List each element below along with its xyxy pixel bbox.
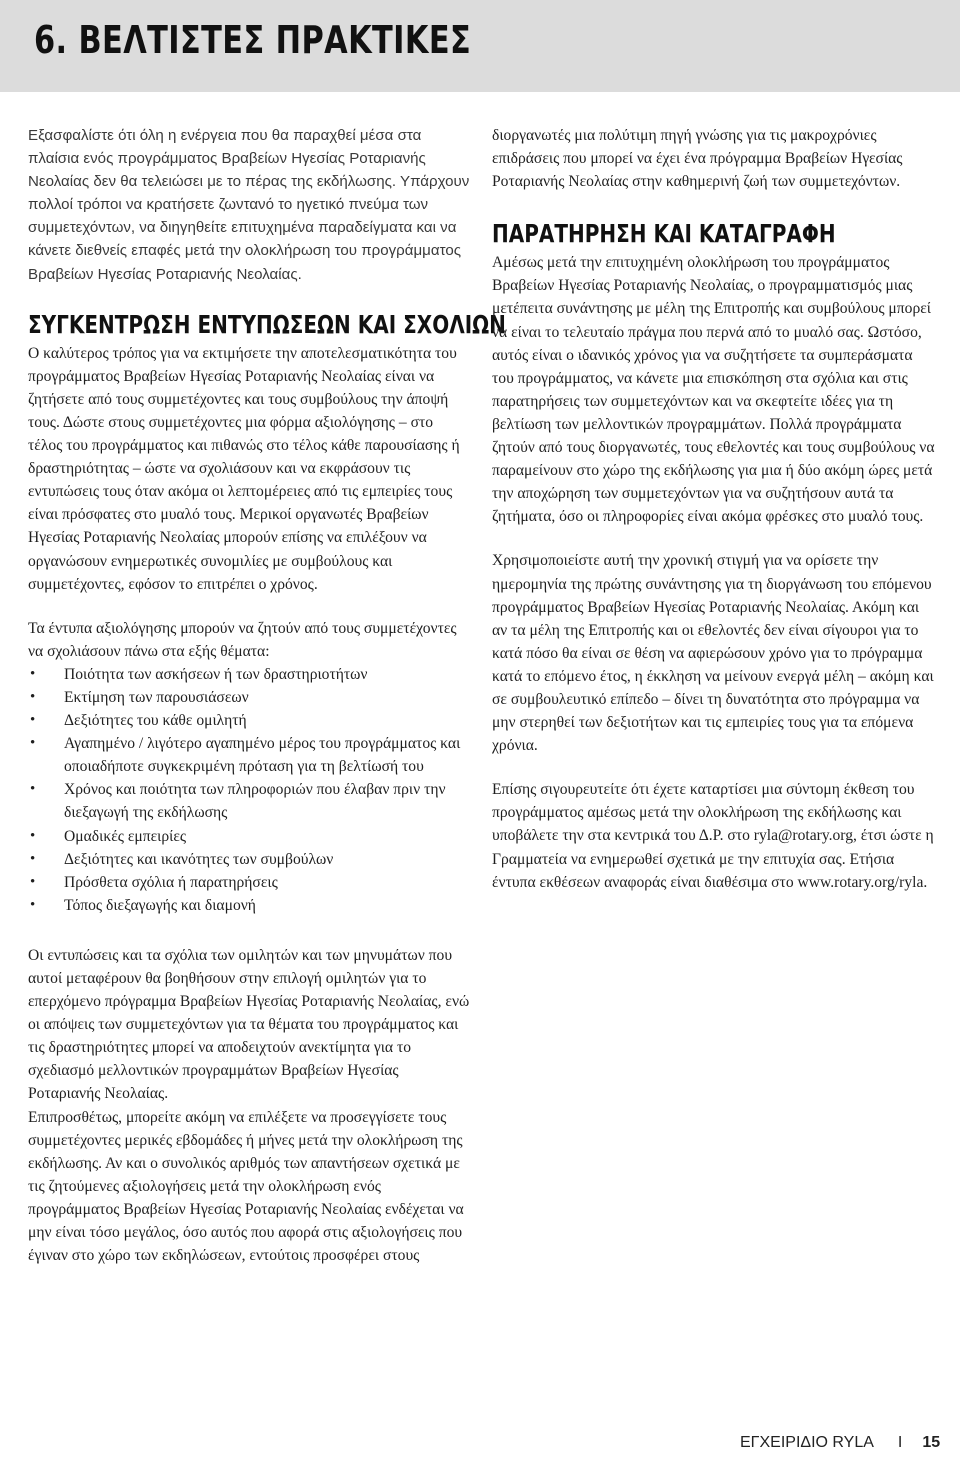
list-item: • Δεξιότητες του κάθε ομιλητή [28, 709, 470, 732]
title-bar [0, 0, 960, 92]
list-item: • Δεξιότητες και ικανότητες των συμβούλων [28, 848, 470, 871]
page-footer [740, 1434, 940, 1452]
next-meeting-paragraph: Χρησιμοποιείστε αυτή την χρονική στιγμή για να ορίσετε την ημερομηνία της πρώτης συνάντησης για τη διοργάνωση του επόμενου προγράμματος Βραβείων Ηγεσίας Ροταριανής Νεολαίας. Ακόμη και αν τα μέλη της Επιτροπής και οι εθελοντές δεν είναι σίγουροι για το κατά πόσο θα είναι σε θέση να αφιερώσουν χρόνο για το πρόγραμμα κατά το επόμενο έτος, η έκκληση να μείνουν ενεργά μέλη – ακόμη και σε συμβουλευτικό επίπεδο – δίνει τη δυνατότητα στο πρόγραμμα να μην στερηθεί των δεξιοτήτων και τις εμπειρίες τους για τα επόμενα χρόνια. [492, 552, 934, 755]
evaluation-intro-paragraph: Τα έντυπα αξιολόγησης μπορούν να ζητούν από τους συμμετέχοντες να σχολιάσουν πάνω στα εξής θέματα: [28, 619, 457, 660]
followup-paragraph: Επιπροσθέτως, μπορείτε ακόμη να επιλέξετε να προσεγγίσετε τους συμμετέχοντες μερικές εβδομάδες ή μήνες μετά την ολοκλήρωση της εκδήλωσης. Αν και ο συνολικός αριθμός των απαντήσεων σχετικά με τις ζητούμενες αξιολογήσεις μετά την ολοκλήρωση ενός προγράμματος Βραβείων Ηγεσίας Ροταριανής Νεολαίας ενδέχεται να μην είναι τόσο μεγάλος, όσο αυτός που αφορά στις αξιολογήσεις που έγιναν στο χώρο των εκδηλώσεων, εντούτοις προσφέρει στους [28, 1108, 464, 1265]
observation-paragraph: Αμέσως μετά την επιτυχημένη ολοκλήρωση του προγράμματος Βραβείων Ηγεσίας Ροταριανής Νεολαίας, ο προγραμματισμός μιας μετέπειτα συνάντησης με μέλη της Επιτροπής και συμβούλους μπορεί να είναι το τελευταίο πράγμα που περνά από το μυαλό σας. Ωστόσο, αυτός είναι ο ιδανικός χρόνος για να συζητήσετε τα συμπεράσματα του προγράμματος, να κάνετε μια επισκόπηση στα σχόλια και στις παρατηρήσεις των συμμετεχόντων και να σκεφτείτε ιδέες για τη βελτίωση των μελλοντικών προγραμμάτων. Πολλά προγράμματα ζητούν από τους διοργανωτές, τους εθελοντές και τους συμβούλους να παραμείνουν στο χώρο της εκδήλωσης για μια ή δύο ακόμη ώρες μετά την αποχώρηση των συμμετεχόντων για να συζητήσουν αυτά τα ζητήματα, όσο οι πληροφορίες είναι ακόμα φρέσκες στο μυαλό τους. [492, 254, 935, 526]
speakers-feedback-paragraph: Οι εντυπώσεις και τα σχόλια των ομιλητών και των μηνυμάτων που αυτοί μεταφέρουν θα βοηθήσουν στην επιλογή ομιλητών για το επερχόμενο πρόγραμμα Βραβείων Ηγεσίας Ροταριανής Νεολαίας, ενώ οι απόψεις των συμμετεχόντων για τα θέματα του προγράμματος και τις δραστηριότητες μπορεί να αποδειχτούν ανεκτίμητα για το σχεδιασμό μελλοντικών προγραμμάτων Βραβείων Ηγεσίας Ροταριανής Νεολαίας. [28, 946, 470, 1103]
list-item: • Εκτίμηση των παρουσιάσεων [28, 686, 470, 709]
intro-paragraph: Εξασφαλίστε ότι όλη η ενέργεια που θα παραχθεί μέσα στα πλαίσια ενός προγράμματος Βραβείων Ηγεσίας Ροταριανής Νεολαίας δεν θα τελειώσει με το πέρας της εκδήλωσης. Υπάρχουν πολλοί τρόποι να κρατήσετε ζωντανό το ηγετικό πνεύμα των συμμετεχόντων, να διηγηθείτε επιτυχημένα παραδείγματα και να κάνετε διεθνείς επαφές μετά την ολοκλήρωση του προγράμματος Βραβείων Ηγεσίας Ροταριανής Νεολαίας. [28, 127, 470, 283]
footer-separator: I [897, 1434, 903, 1451]
list-item: • Χρόνος και ποιότητα των πληροφοριών που έλαβαν πριν την διεξαγωγή της εκδήλωσης [28, 778, 470, 824]
report-paragraph: Επίσης σιγουρευτείτε ότι έχετε καταρτίσει μια σύντομη έκθεση του προγράμματος αμέσως μετά την ολοκλήρωση της εκδήλωσης και υποβάλετε την στα κεντρικά του Δ.Ρ. στο ryla@rotary.org, έτσι ώστε η Γραμματεία να ενημερωθεί σχετικά με την επιτυχία σας. Ετήσια έντυπα εκθέσεων αναφοράς είναι διαθέσιμα στο www.rotary.org/ryla. [492, 781, 934, 891]
section-heading-observation: ΠΑΡΑΤΗΡΗΣΗ ΚΑΙ ΚΑΤΑΓΡΑΦΗ [492, 219, 836, 249]
list-item: • Πρόσθετα σχόλια ή παρατηρήσεις [28, 871, 470, 894]
section-heading-wrap [492, 219, 938, 251]
section-heading-feedback: ΣΥΓΚΕΝΤΡΩΣΗ ΕΝΤΥΠΩΣΕΩΝ ΚΑΙ ΣΧΟΛΙΩΝ [28, 309, 506, 339]
page-title: 6. ΒΕΛΤΙΣΤΕΣ ΠΡΑΚΤΙΚΕΣ [34, 18, 472, 62]
continued-paragraph: διοργανωτές μια πολύτιμη πηγή γνώσης για τις μακροχρόνιες επιδράσεις που μπορεί να έχει ένα πρόγραμμα Βραβείων Ηγεσίας Ροταριανής Νεολαίας στην καθημερινή ζωή των συμμετεχόντων. [492, 127, 903, 191]
left-column [28, 124, 506, 1267]
right-column [492, 124, 938, 894]
list-item: • Ομαδικές εμπειρίες [28, 825, 470, 848]
evaluation-topics-list [28, 663, 470, 917]
feedback-paragraph: Ο καλύτερος τρόπος για να εκτιμήσετε την αποτελεσματικότητα του προγράμματος Βραβείων Ηγεσίας Ροταριανής Νεολαίας είναι να ζητήσετε από τους συμμετέχοντες και τους συμβούλους την άποψή τους. Δώστε στους συμμετέχοντες μια φόρμα αξιολόγησης – στο τέλος του προγράμματος και πιθανώς στο τέλος κάθε παρουσίασης ή δραστηριότητας – ώστε να σχολιάσουν και να εκφράσουν τις εντυπώσεις τους όταν ακόμα οι λεπτομέρειες από τις εμπειρίες τους είναι πρόσφατες στο μυαλό τους. Μερικοί οργανωτές Βραβείων Ηγεσίας Ροταριανής Νεολαίας μπορούν επίσης να επιλέξουν να οργανώσουν ενημερωτικές συνομιλίες με συμβούλους και συμμετέχοντες, εφόσον το επιτρέπει ο χρόνος. [28, 344, 460, 593]
list-item: • Ποιότητα των ασκήσεων ή των δραστηριοτήτων [28, 663, 470, 686]
list-item: • Τόπος διεξαγωγής και διαμονή [28, 894, 470, 917]
footer-label: ΕΓΧΕΙΡΙΔΙΟ RYLA [740, 1434, 874, 1451]
list-item: • Αγαπημένο / λιγότερο αγαπημένο μέρος του προγράμματος και οποιαδήποτε συγκεκριμένη πρόταση για τη βελτίωσή του [28, 732, 470, 778]
section-heading-wrap [28, 309, 506, 342]
page-number: 15 [922, 1434, 941, 1451]
